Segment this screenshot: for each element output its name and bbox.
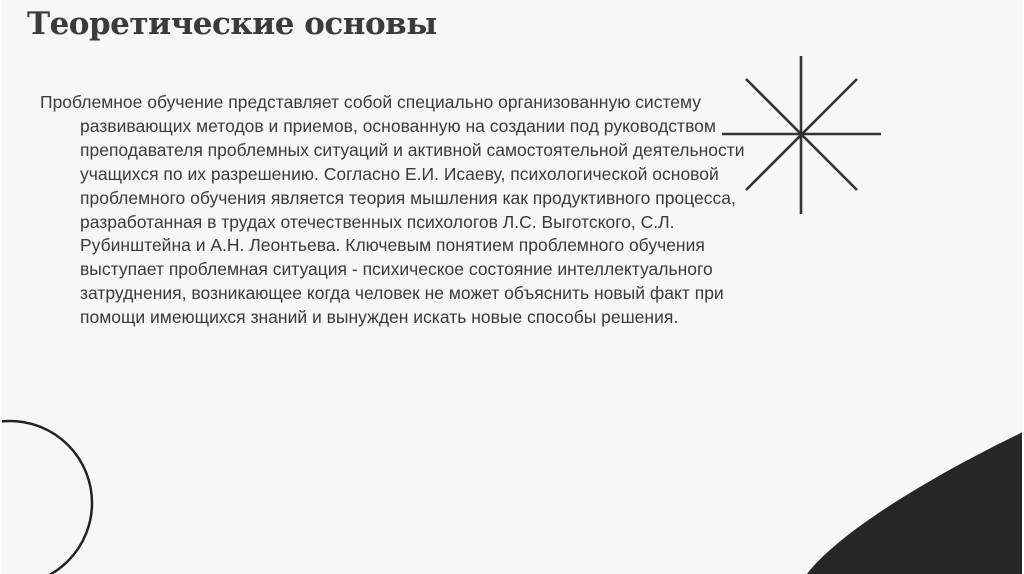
slide: [2, 0, 1022, 574]
slide-title: Теоретические основы: [27, 6, 437, 42]
starburst-icon: [722, 56, 881, 214]
decorative-leaf-shape: [807, 430, 1022, 574]
decorative-circle-outline: [2, 421, 92, 574]
slide-body-text: Проблемное обучение представляет собой специально организованную систему развивающих методов и приемов, основанную на создании под руководством преподавателя проблемных ситуаций и активной самостоятельной деятельности учащихся по их разрешению. Согласно Е.И. Исаеву, психологической основой проблемного обучения является теория мышления как продуктивного процесса, разработанная в трудах отечественных психологов Л.С. Выготского, С.Л. Рубинштейна и А.Н. Леонтьева. Ключевым понятием проблемного обучения выступает проблемная ситуация - психическое состояние интеллектуального затруднения, возникающее когда человек не может объяснить новый факт при помощи имеющихся знаний и вынужден искать новые способы решения.: [40, 92, 745, 328]
decorations-layer: [2, 0, 1022, 574]
